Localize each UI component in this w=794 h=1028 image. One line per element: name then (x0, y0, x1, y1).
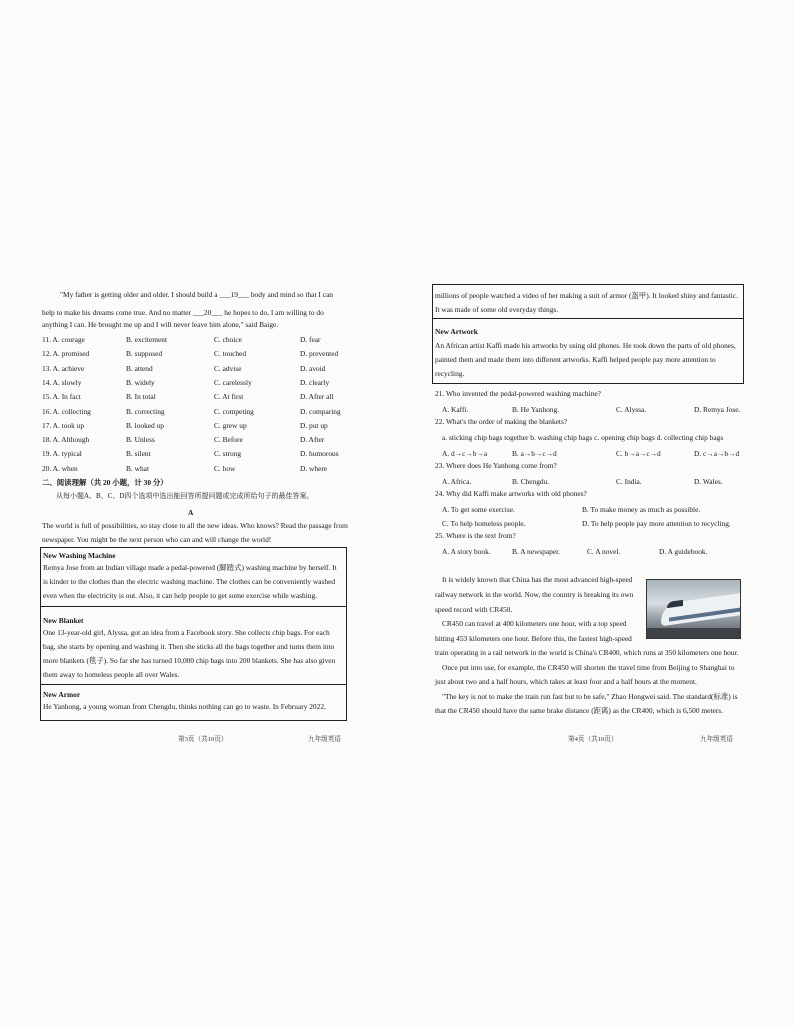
box-text-armor-continued: millions of people watched a video of her making a suit of armor (盔甲). It looked shiny and fantastic. It was made of some old everyday things. (435, 291, 738, 314)
question-text: D. To help people pay more attention to recycling. (582, 519, 731, 528)
question-text: C. To help homeless people. (442, 519, 526, 528)
choice-option: 15. A. In fact (42, 392, 81, 402)
box-title-armor: New Armor (43, 690, 81, 699)
question-text: A. Kaffi. (442, 405, 469, 414)
choice-option: C. advise (214, 363, 242, 373)
question-text: D. c→a→b→d (694, 449, 740, 458)
choice-option: C. At first (214, 392, 244, 402)
choice-option: D. humorous (300, 449, 339, 459)
choice-option: D. fear (300, 335, 321, 344)
question-text: a. sticking chip bags together b. washing chip bags c. opening chip bags d. collecting chip bags (442, 433, 724, 442)
question-text: 22. What's the order of making the blankets? (435, 417, 568, 426)
box-text-washing: Remya Jose from an Indian village made a pedal-powered (脚踏式) washing machine by herself. It is kinder to the clothes than the electric washing machine. The clothes can be conveniently washed even when the electricity is out. Also, it can help people to get some exercise while washing. (43, 563, 337, 600)
choice-option: C. choice (214, 335, 242, 344)
passage-b-line: It is widely known that China has the most advanced high-speed (442, 575, 633, 584)
choice-option: 11. A. courage (42, 335, 85, 344)
passage-b-line: that the CR450 should have the same brake distance (距离) as the CR400, which is 6,500 meters. (435, 706, 723, 715)
question-text: 24. Why did Kaffi make artworks with old phones? (435, 489, 587, 498)
choice-option: 13. A. achieve (42, 363, 85, 373)
box-title-blanket: New Blanket (43, 616, 84, 625)
box-divider (40, 684, 347, 685)
passage-b-line: "The key is not to make the train run fast but to be safe," Zhao Hongwei said. The standard(标准) is (442, 692, 738, 701)
passage-b-line: railway network in the world. Now, the country is breaking its own (435, 590, 634, 599)
question-text: C. India. (616, 477, 642, 486)
high-speed-train-photo (646, 579, 741, 639)
question-text: B. a→b→c→d (512, 449, 557, 458)
footer-subject: 九年级英语 (700, 736, 733, 743)
passage-intro: The world is full of possibilities, so stay close to all the new ideas. Who knows? Read the passage from newspaper. You might be the next person who can and will change the world! (42, 521, 348, 544)
section-instructions: 从每小题A、B、C、D四个选项中选出能回答所提问题或完成所给句子的最佳答案。 (56, 492, 314, 500)
question-text: A. d→c→b→a (442, 449, 488, 458)
cloze-line-2: help to make his dreams come true. And no matter ___20___ he hopes to do, I am willing to do (42, 308, 324, 317)
question-text: C. Alyssa. (616, 405, 647, 414)
choice-option: C. grew up (214, 420, 247, 430)
cloze-line-1: "My father is getting older and older. I should build a ___19___ body and mind so that I can (60, 290, 333, 299)
choice-option: D. comparing (300, 406, 341, 416)
choice-option: 17. A. took up (42, 420, 85, 430)
question-text: B. He Yanhong. (512, 405, 560, 414)
choice-option: B. correcting (126, 406, 165, 416)
box-text-blanket: One 13-year-old girl, Alyssa, got an idea from a Facebook story. She collects chip bags. For each bag, she starts by opening and washing it. Then she sticks all the bags together and turns them into more blankets (毯子). So far she has turned 10,000 chip bags into 200 blankets. She has also given them away to homeless people all over Wales. (43, 628, 336, 679)
passage-b-line: Once put into use, for example, the CR450 will shorten the travel time from Beijing to Shanghai to (442, 663, 735, 672)
question-text: 25. Where is the text from? (435, 531, 516, 540)
cloze-line-3: anything I can. He brought me up and I will never leave him alone," said Baige. (42, 320, 279, 329)
choice-option: 20. A. when (42, 463, 78, 473)
choice-option: B. looked up (126, 420, 164, 430)
choice-option: 18. A. Although (42, 435, 90, 445)
passage-b-line: hitting 453 kilometers one hour. Before this, the fastest high-speed (435, 634, 632, 643)
choice-option: D. After all (300, 392, 334, 402)
footer-page-number: 第3页（共10页） (178, 736, 228, 743)
choice-option: D. After (300, 435, 325, 445)
question-text: A. Africa. (442, 477, 472, 486)
question-text: D. Remya Jose. (694, 405, 741, 414)
box-divider (40, 606, 347, 607)
choice-option: D. put up (300, 420, 328, 430)
choice-option: D. avoid (300, 363, 326, 373)
choice-option: C. how (214, 463, 236, 473)
choice-option: D. where (300, 463, 328, 473)
box-divider (432, 318, 744, 319)
passage-letter: A (188, 508, 194, 517)
choice-option: C. competing (214, 406, 254, 416)
footer-page-number: 第4页（共10页） (568, 736, 618, 743)
question-text: B. To make money as much as possible. (582, 505, 701, 514)
footer-subject: 九年级英语 (308, 736, 341, 743)
section-title: 二、阅读理解（共 20 小题，计 30 分） (42, 478, 168, 487)
choice-option: B. Unless (126, 435, 155, 445)
choice-option: B. what (126, 463, 149, 473)
choice-option: C. Before (214, 435, 243, 445)
question-text: D. A guidebook. (659, 547, 708, 556)
choice-option: 19. A. typical (42, 449, 82, 459)
question-text: 21. Who invented the pedal-powered washing machine? (435, 389, 601, 398)
question-text: C. A novel. (587, 547, 621, 556)
choice-option: B. silent (126, 449, 151, 459)
choice-option: 12. A. promised (42, 349, 90, 359)
question-text: D. Wales. (694, 477, 723, 486)
passage-b-line: CR450 can travel at 400 kilometers one hour, with a top speed (442, 619, 627, 628)
choice-option: B. supposed (126, 349, 163, 359)
question-text: C. b→a→c→d (616, 449, 661, 458)
choice-option: C. strong (214, 449, 242, 459)
question-text: A. To get some exercise. (442, 505, 515, 514)
question-text: A. A story book. (442, 547, 491, 556)
choice-option: B. In total (126, 392, 156, 402)
choice-option: B. attend (126, 363, 153, 373)
choice-option: 16. A. collecting (42, 406, 91, 416)
choice-option: C. touched (214, 349, 247, 359)
box-text-armor: He Yanhong, a young woman from Chengdu, thinks nothing can go to waste. In February 2022, (43, 702, 326, 711)
box-text-artwork: An African artist Kaffi made his artworks by using old phones. He took down the parts of old phones, painted them and made them into different artworks. Kaffi helped people pay more attention to recycling. (435, 341, 736, 378)
box-title-artwork: New Artwork (435, 327, 478, 336)
box-title-washing: New Washing Machine (43, 551, 116, 560)
passage-b-line: just about two and a half hours, which takes at least four and a half hours at the moment. (435, 677, 697, 686)
choice-option: B. excitement (126, 335, 168, 344)
passage-b-line: speed record with CR450. (435, 605, 513, 614)
choice-option: 14. A. slowly (42, 377, 82, 387)
question-text: B. Chengdu. (512, 477, 550, 486)
passage-b-line: train operating in a rail network in the world is China's CR400, which runs at 350 kilometers one hour. (435, 648, 739, 657)
choice-option: D. clearly (300, 377, 330, 387)
choice-option: C. carelessly (214, 377, 252, 387)
choice-option: B. widely (126, 377, 155, 387)
choice-option: D. prevented (300, 349, 339, 359)
question-text: B. A newspaper. (512, 547, 561, 556)
question-text: 23. Where does He Yanhong come from? (435, 461, 557, 470)
